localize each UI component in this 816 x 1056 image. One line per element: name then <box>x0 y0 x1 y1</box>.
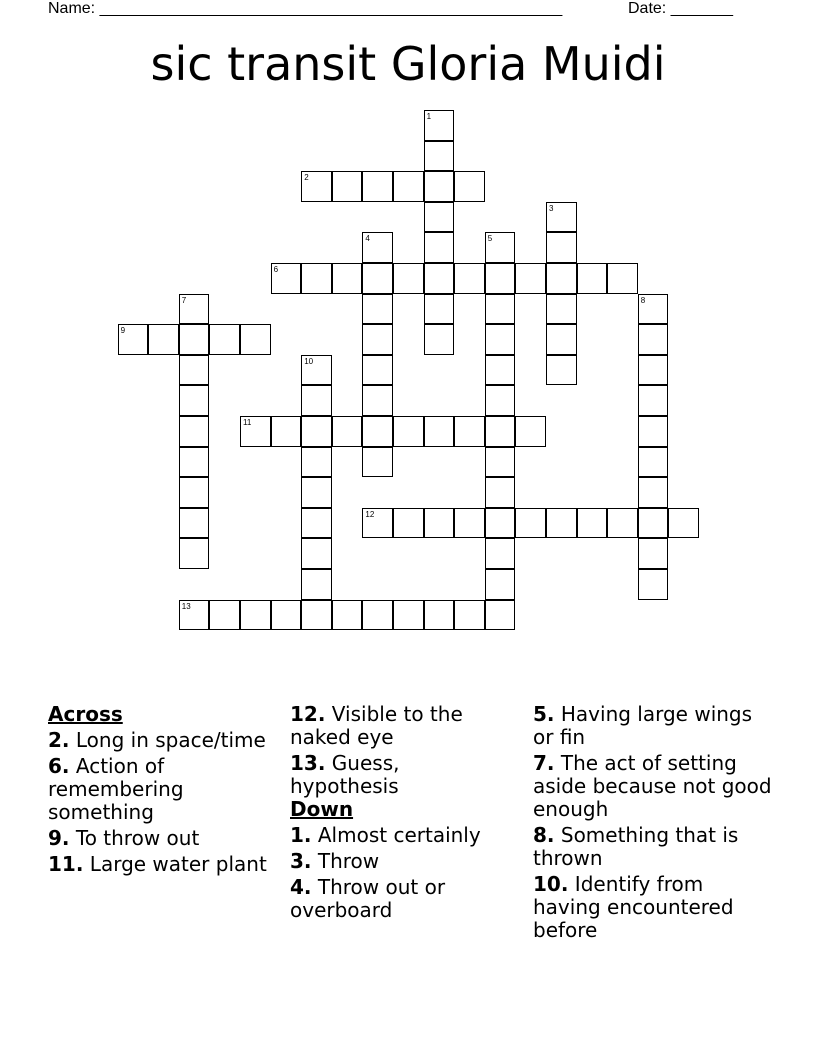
grid-cell[interactable] <box>485 232 516 263</box>
grid-cell[interactable] <box>332 263 363 294</box>
grid-cell[interactable] <box>485 508 516 539</box>
clue-down-4: 4. Throw out or overboard <box>290 875 446 922</box>
grid-cell[interactable] <box>179 385 210 416</box>
grid-cell[interactable] <box>546 232 577 263</box>
grid-cell[interactable] <box>515 263 546 294</box>
grid-cell[interactable] <box>638 324 669 355</box>
grid-cell[interactable] <box>362 324 393 355</box>
grid-cell[interactable] <box>362 232 393 263</box>
grid-cell[interactable] <box>454 600 485 631</box>
grid-cell[interactable] <box>607 508 638 539</box>
grid-cell[interactable] <box>485 447 516 478</box>
clue-down-1: 1. Almost certainly <box>290 823 481 847</box>
grid-cell[interactable] <box>179 294 210 325</box>
grid-cell[interactable] <box>424 263 455 294</box>
grid-cell[interactable] <box>271 416 302 447</box>
grid-cell[interactable] <box>179 538 210 569</box>
grid-cell[interactable] <box>240 416 271 447</box>
grid-cell[interactable] <box>638 508 669 539</box>
grid-cell[interactable] <box>485 324 516 355</box>
grid-cell[interactable] <box>362 600 393 631</box>
down-heading: Down <box>290 797 354 821</box>
grid-cell[interactable] <box>485 569 516 600</box>
grid-cell[interactable] <box>638 416 669 447</box>
clue-number: 12 <box>365 509 375 519</box>
grid-cell[interactable] <box>179 416 210 447</box>
grid-cell[interactable] <box>362 294 393 325</box>
grid-cell[interactable] <box>332 171 363 202</box>
grid-cell[interactable] <box>638 477 669 508</box>
grid-cell[interactable] <box>638 385 669 416</box>
grid-cell[interactable] <box>638 569 669 600</box>
name-field-label: Name: ____________________________________________________ <box>48 0 563 17</box>
grid-cell[interactable] <box>424 232 455 263</box>
grid-cell[interactable] <box>179 324 210 355</box>
grid-cell[interactable] <box>424 416 455 447</box>
clue-across-6: 6. Action of remembering something <box>48 754 184 824</box>
grid-cell[interactable] <box>271 263 302 294</box>
grid-cell[interactable] <box>424 110 455 141</box>
clue-number: 4 <box>365 234 370 244</box>
grid-cell[interactable] <box>362 416 393 447</box>
clue-number: 6 <box>273 265 279 274</box>
grid-cell[interactable] <box>577 263 608 294</box>
grid-cell[interactable] <box>179 447 210 478</box>
grid-cell[interactable] <box>240 324 271 355</box>
grid-cell[interactable] <box>546 202 577 233</box>
grid-cell[interactable] <box>393 416 424 447</box>
grid-cell[interactable] <box>393 263 424 294</box>
grid-cell[interactable] <box>362 508 393 539</box>
grid-cell[interactable] <box>546 355 577 386</box>
grid-cell[interactable] <box>362 447 393 478</box>
grid-cell[interactable] <box>209 324 240 355</box>
grid-cell[interactable] <box>301 447 332 478</box>
grid-cell[interactable] <box>179 477 210 508</box>
clue-column-1 <box>48 703 284 879</box>
grid-cell[interactable] <box>607 263 638 294</box>
grid-cell[interactable] <box>454 171 485 202</box>
grid-cell[interactable] <box>485 416 516 447</box>
grid-cell[interactable] <box>485 385 516 416</box>
grid-cell[interactable] <box>362 263 393 294</box>
grid-cell[interactable] <box>301 477 332 508</box>
clue-down-10: 10. Identify from having encountered before <box>533 872 734 942</box>
grid-cell[interactable] <box>638 447 669 478</box>
clue-column-2 <box>290 703 510 925</box>
grid-cell[interactable] <box>577 508 608 539</box>
grid-cell[interactable] <box>424 202 455 233</box>
clue-across-11: 11. Large water plant <box>48 852 267 876</box>
grid-cell[interactable] <box>301 171 332 202</box>
grid-cell[interactable] <box>485 538 516 569</box>
grid-cell[interactable] <box>118 324 149 355</box>
clue-number: 11 <box>243 418 252 427</box>
grid-cell[interactable] <box>179 355 210 386</box>
grid-cell[interactable] <box>424 171 455 202</box>
grid-cell[interactable] <box>668 508 699 539</box>
grid-cell[interactable] <box>546 294 577 325</box>
clue-number: 7 <box>181 295 187 305</box>
grid-cell[interactable] <box>638 538 669 569</box>
grid-cell[interactable] <box>393 171 424 202</box>
clue-number: 9 <box>120 326 126 336</box>
grid-cell[interactable] <box>148 324 179 355</box>
grid-cell[interactable] <box>332 600 363 631</box>
clue-number: 10 <box>304 356 314 366</box>
grid-cell[interactable] <box>454 416 485 447</box>
grid-cell[interactable] <box>209 600 240 631</box>
grid-cell[interactable] <box>179 600 210 631</box>
grid-cell[interactable] <box>301 569 332 600</box>
grid-cell[interactable] <box>546 324 577 355</box>
clue-across-12: 12. Visible to the naked eye <box>290 702 463 749</box>
grid-cell[interactable] <box>301 600 332 631</box>
grid-cell[interactable] <box>362 171 393 202</box>
across-heading: Across <box>48 702 123 726</box>
clue-number: 13 <box>181 601 191 611</box>
grid-cell[interactable] <box>301 416 332 447</box>
grid-cell[interactable] <box>515 416 546 447</box>
clue-down-8: 8. Something that is thrown <box>533 823 739 870</box>
grid-cell[interactable] <box>301 385 332 416</box>
clue-number: 2 <box>304 173 309 183</box>
grid-cell[interactable] <box>485 263 516 294</box>
grid-cell[interactable] <box>271 600 302 631</box>
grid-cell[interactable] <box>393 600 424 631</box>
grid-cell[interactable] <box>240 600 271 631</box>
clue-number: 5 <box>487 234 493 244</box>
grid-cell[interactable] <box>362 355 393 386</box>
grid-cell[interactable] <box>638 355 669 386</box>
grid-cell[interactable] <box>424 508 455 539</box>
grid-cell[interactable] <box>424 141 455 172</box>
grid-cell[interactable] <box>424 600 455 631</box>
grid-cell[interactable] <box>393 508 424 539</box>
grid-cell[interactable] <box>301 508 332 539</box>
grid-cell[interactable] <box>362 385 393 416</box>
clue-down-3: 3. Throw <box>290 849 380 873</box>
grid-cell[interactable] <box>485 600 516 631</box>
clue-number: 8 <box>640 295 646 305</box>
clue-across-13: 13. Guess, hypothesis <box>290 751 400 798</box>
grid-cell[interactable] <box>546 263 577 294</box>
grid-cell[interactable] <box>454 263 485 294</box>
grid-cell[interactable] <box>301 538 332 569</box>
grid-cell[interactable] <box>485 294 516 325</box>
grid-cell[interactable] <box>424 324 455 355</box>
grid-cell[interactable] <box>515 508 546 539</box>
grid-cell[interactable] <box>485 355 516 386</box>
clue-column-3 <box>533 703 773 945</box>
clue-down-7: 7. The act of setting aside because not good enough <box>533 751 772 821</box>
clue-down-5: 5. Having large wings or fin <box>533 702 753 749</box>
grid-cell[interactable] <box>301 263 332 294</box>
clue-across-9: 9. To throw out <box>48 826 200 850</box>
grid-cell[interactable] <box>546 508 577 539</box>
grid-cell[interactable] <box>424 294 455 325</box>
grid-cell[interactable] <box>332 416 363 447</box>
clue-number: 1 <box>426 112 432 121</box>
grid-cell[interactable] <box>301 355 332 386</box>
date-field-label: Date: _______ <box>628 0 733 17</box>
puzzle-title: sic transit Gloria Muidi <box>150 37 666 91</box>
grid-cell[interactable] <box>454 508 485 539</box>
grid-cell[interactable] <box>485 477 516 508</box>
clue-across-2: 2. Long in space/time <box>48 728 266 752</box>
grid-cell[interactable] <box>179 508 210 539</box>
clue-number: 3 <box>549 203 554 213</box>
grid-cell[interactable] <box>638 294 669 325</box>
